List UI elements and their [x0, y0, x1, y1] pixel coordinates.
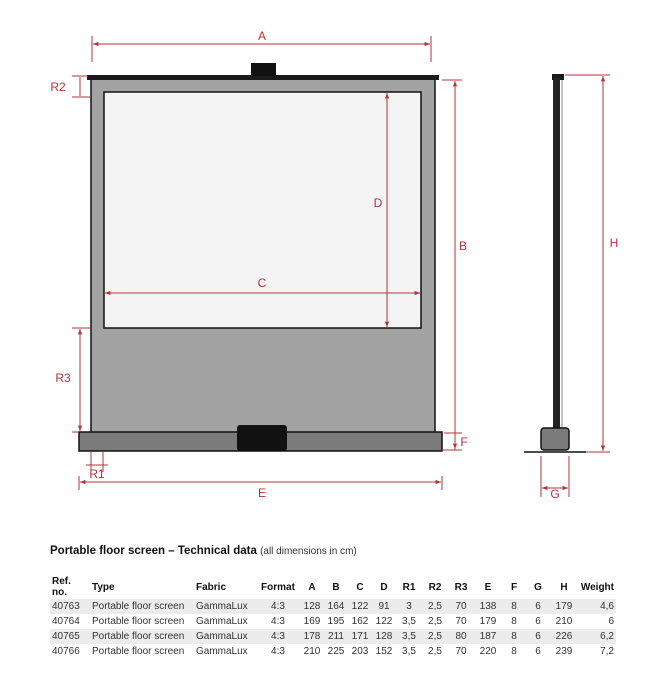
cell-c: 171	[348, 629, 372, 644]
cell-r3: 70	[448, 644, 474, 659]
technical-data-section	[50, 545, 620, 659]
cell-d: 122	[372, 614, 396, 629]
cell-a: 169	[300, 614, 324, 629]
cell-e: 220	[474, 644, 502, 659]
cell-c: 162	[348, 614, 372, 629]
column-header-a: A	[308, 581, 316, 593]
label-c: C	[257, 276, 267, 290]
column-header-r2: R2	[428, 581, 442, 593]
cell-format: 4:3	[256, 599, 300, 614]
label-h: H	[609, 236, 619, 250]
cell-r2: 2,5	[422, 644, 448, 659]
front-view	[79, 63, 442, 451]
cell-b: 225	[324, 644, 348, 659]
cell-fabric: GammaLux	[194, 644, 256, 659]
cell-h: 226	[550, 629, 578, 644]
cell-h: 239	[550, 644, 578, 659]
label-b: B	[458, 239, 468, 253]
column-header-f: F	[510, 581, 518, 593]
cell-f: 8	[502, 629, 526, 644]
column-header-weight: Weight	[580, 581, 614, 593]
column-header-h: H	[560, 581, 568, 593]
cell-r1: 3,5	[396, 614, 422, 629]
cell-b: 195	[324, 614, 348, 629]
cell-b: 211	[324, 629, 348, 644]
side-base	[541, 428, 569, 450]
cell-ref-no: 40765	[50, 629, 90, 644]
cell-r1: 3	[396, 599, 422, 614]
column-header-r1: R1	[402, 581, 416, 593]
table-body	[50, 599, 616, 659]
cell-format: 4:3	[256, 614, 300, 629]
column-header-c: C	[356, 581, 364, 593]
units-note: (all dimensions in cm)	[260, 546, 357, 557]
column-header-g: G	[534, 581, 542, 593]
cell-a: 128	[300, 599, 324, 614]
cell-weight: 4,6	[578, 599, 616, 614]
cell-ref-no: 40764	[50, 614, 90, 629]
cell-r1: 3,5	[396, 629, 422, 644]
label-r1: R1	[89, 467, 105, 481]
section-title: Portable floor screen – Technical data	[50, 545, 257, 557]
column-header-e: E	[484, 581, 492, 593]
cell-f: 8	[502, 644, 526, 659]
cell-g: 6	[526, 599, 550, 614]
table-header-row	[50, 575, 616, 599]
cell-b: 164	[324, 599, 348, 614]
column-header-d: D	[380, 581, 388, 593]
cell-format: 4:3	[256, 644, 300, 659]
column-header-r3: R3	[454, 581, 468, 593]
cell-h: 210	[550, 614, 578, 629]
cell-f: 8	[502, 599, 526, 614]
base-handle	[237, 425, 287, 451]
label-r2: R2	[50, 80, 66, 94]
cell-e: 187	[474, 629, 502, 644]
cell-fabric: GammaLux	[194, 599, 256, 614]
top-handle	[251, 63, 276, 76]
label-e: E	[257, 486, 267, 500]
cell-weight: 6,2	[578, 629, 616, 644]
cell-c: 122	[348, 599, 372, 614]
side-view	[524, 74, 586, 452]
cell-ref-no: 40763	[50, 599, 90, 614]
column-header-format: Format	[261, 581, 295, 593]
cell-ref-no: 40766	[50, 644, 90, 659]
cell-d: 91	[372, 599, 396, 614]
cell-r2: 2,5	[422, 614, 448, 629]
cell-a: 210	[300, 644, 324, 659]
cell-r3: 80	[448, 629, 474, 644]
label-d: D	[373, 196, 383, 210]
column-header-ref-no: Ref. no.	[52, 576, 71, 598]
cell-r2: 2,5	[422, 629, 448, 644]
cell-weight: 6	[578, 614, 616, 629]
column-header-b: B	[332, 581, 340, 593]
table-row	[50, 614, 616, 629]
table-row	[50, 629, 616, 644]
technical-data-table	[50, 575, 616, 659]
cell-c: 203	[348, 644, 372, 659]
column-header-type: Type	[92, 581, 115, 593]
cell-type: Portable floor screen	[90, 629, 194, 644]
cell-g: 6	[526, 614, 550, 629]
cell-format: 4:3	[256, 629, 300, 644]
cell-d: 128	[372, 629, 396, 644]
cell-e: 179	[474, 614, 502, 629]
cell-fabric: GammaLux	[194, 614, 256, 629]
cell-type: Portable floor screen	[90, 614, 194, 629]
label-a: A	[257, 29, 267, 43]
cell-weight: 7,2	[578, 644, 616, 659]
cell-d: 152	[372, 644, 396, 659]
cell-r3: 70	[448, 614, 474, 629]
cell-e: 138	[474, 599, 502, 614]
cell-g: 6	[526, 629, 550, 644]
label-f: F	[460, 435, 468, 449]
cell-fabric: GammaLux	[194, 629, 256, 644]
cell-r3: 70	[448, 599, 474, 614]
cell-h: 179	[550, 599, 578, 614]
cell-r2: 2,5	[422, 599, 448, 614]
cell-r1: 3,5	[396, 644, 422, 659]
table-row	[50, 599, 616, 614]
table-row	[50, 644, 616, 659]
cell-type: Portable floor screen	[90, 644, 194, 659]
side-pole	[553, 78, 560, 428]
column-header-fabric: Fabric	[196, 581, 227, 593]
cell-type: Portable floor screen	[90, 599, 194, 614]
cell-f: 8	[502, 614, 526, 629]
cell-g: 6	[526, 644, 550, 659]
cell-a: 178	[300, 629, 324, 644]
label-r3: R3	[55, 371, 71, 385]
technical-data-title	[50, 545, 620, 557]
label-g: G	[550, 487, 560, 501]
